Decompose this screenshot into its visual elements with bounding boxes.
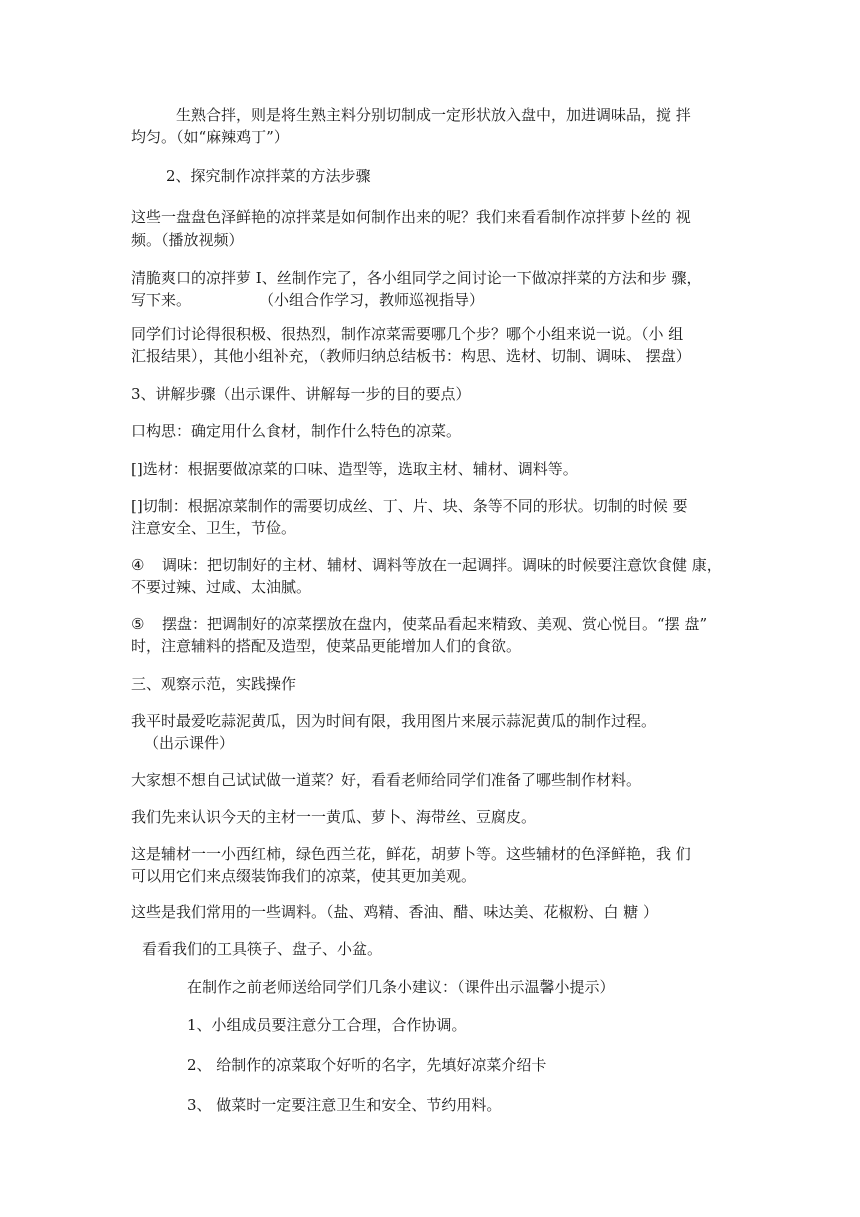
text-line: 写下来。	[131, 291, 192, 309]
section-heading: 3、讲解步骤（出示课件、讲解每一步的目的要点）	[131, 385, 471, 403]
text-line: 不要过辣、过咸、太油腻。	[131, 578, 312, 596]
text-line: 时，注意辅料的搭配及造型，使菜品更能增加人们的食欲。	[131, 637, 522, 655]
text-line: 大家想不想自己试试做一道菜？好，看看老师给同学们准备了哪些制作材料。	[131, 771, 642, 789]
list-item: 2、 给制作的凉菜取个好听的名字，先填好凉菜介绍卡	[187, 1056, 547, 1074]
text-line: 同学们讨论得很积极、很热烈，制作凉菜需要哪几个步？哪个小组来说一说。（小 组	[131, 325, 684, 343]
text-line: 口构思：确定用什么食材，制作什么特色的凉菜。	[131, 422, 462, 440]
section-heading: 三、观察示范，实践操作	[131, 675, 297, 693]
list-marker: ⑤	[131, 615, 145, 633]
text-line: []切制：根据凉菜制作的需要切成丝、丁、片、块、条等不同的形状。切制的时候 要	[131, 497, 688, 515]
text-line: （出示课件）	[144, 734, 235, 752]
section-heading: 2、探究制作凉拌菜的方法步骤	[166, 167, 371, 185]
text-line: 摆盘：把调制好的凉菜摆放在盘内，使菜品看起来精致、美观、赏心悦目。“摆 盘”	[162, 615, 708, 633]
text-line: 这些是我们常用的一些调料。（盐、鸡精、香油、醋、味达美、花椒粉、白 糖 ）	[131, 903, 659, 921]
text-line: 均匀。（如“麻辣鸡丁”）	[131, 128, 289, 146]
text-line: 在制作之前老师送给同学们几条小建议：（课件出示温馨小提示）	[187, 978, 615, 996]
text-line: 调味：把切制好的主材、辅材、调料等放在一起调拌。调味的时候要注意饮食健 康，	[162, 556, 722, 574]
text-line: 看看我们的工具筷子、盘子、小盆。	[142, 940, 383, 958]
text-line: 注意安全、卫生，节俭。	[131, 519, 297, 537]
text-line: 频。（播放视频）	[131, 231, 244, 249]
text-line: 这些一盘盘色泽鲜艳的凉拌菜是如何制作出来的呢？我们来看看制作凉拌萝卜丝的 视	[131, 208, 691, 226]
list-item: 1、小组成员要注意分工合理，合作协调。	[187, 1016, 467, 1034]
text-line: 我平时最爱吃蒜泥黄瓜，因为时间有限，我用图片来展示蒜泥黄瓜的制作过程。	[131, 712, 657, 730]
text-line: 可以用它们来点缀装饰我们的凉菜，使其更加美观。	[131, 867, 477, 885]
text-line: （小组合作学习，教师巡视指导）	[259, 291, 485, 309]
text-line: 清脆爽口的凉拌萝 I、丝制作完了，各小组同学之间讨论一下做凉拌菜的方法和步 骤，	[131, 269, 702, 287]
text-line: 这是辅材一一小西红柿，绿色西兰花，鲜花，胡萝卜等。这些辅材的色泽鲜艳，我 们	[131, 845, 691, 863]
text-line: 汇报结果），其他小组补充，（教师归纳总结板书：构思、选材、切制、调味、 摆盘）	[131, 347, 691, 365]
text-line: []选材：根据要做凉菜的口味、造型等，选取主材、辅材、调料等。	[131, 460, 578, 478]
text-line: 我们先来认识今天的主材一一黄瓜、萝卜、海带丝、豆腐皮。	[131, 808, 537, 826]
list-marker: ④	[131, 556, 145, 574]
text-line: 生熟合拌，则是将生熟主料分别切制成一定形状放入盘中，加进调味品，搅 拌	[176, 106, 691, 124]
list-item: 3、 做菜时一定要注意卫生和安全、节约用料。	[187, 1096, 502, 1114]
